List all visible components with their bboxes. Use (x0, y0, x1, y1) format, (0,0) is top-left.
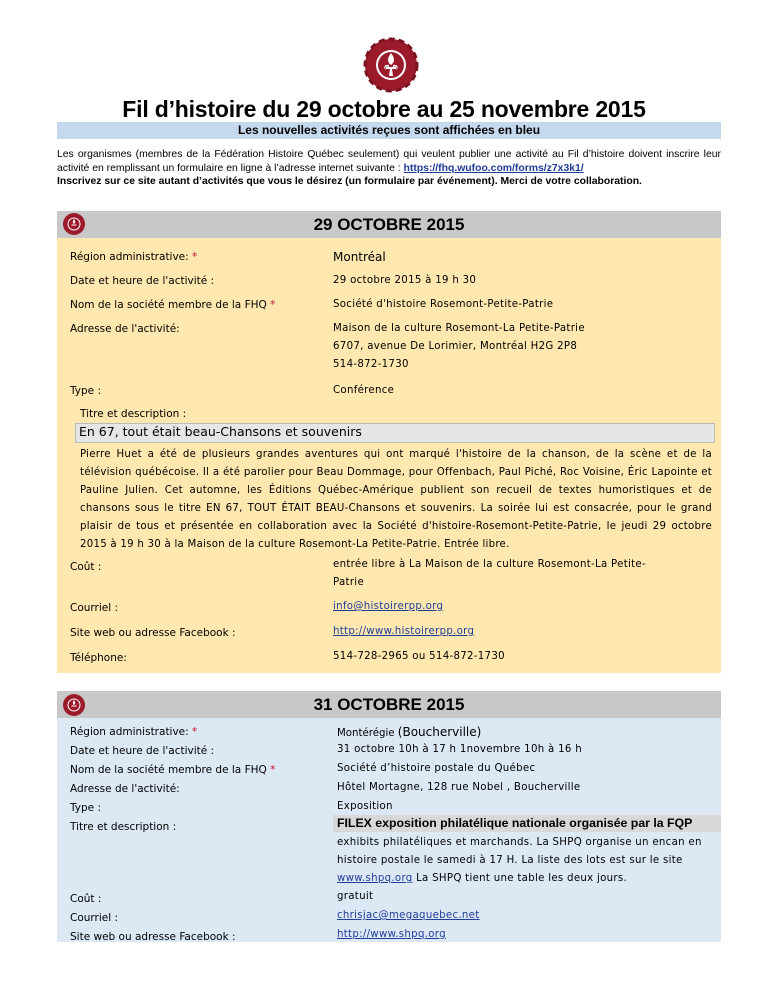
section-heading-29-octobre: 29 OCTOBRE 2015 (57, 211, 721, 239)
intro-text: Les organismes (membres de la Fédération Histoire Québec seulement) qui veulent publier une activité au Fil d’histoire doivent inscrire leur activité en remplissant un formulaire en ligne à l’adresse internet suivante : (57, 149, 721, 174)
value-type: Exposition (337, 801, 393, 812)
section-heading-31-octobre: 31 OCTOBRE 2015 (57, 691, 721, 719)
event-description: exhibits philatéliques et marchands. La SHPQ organise un encan en histoire postale le samedi à 17 H. La liste des lots est sur le site www.shpq.org La SHPQ tient une table les deux jours. (337, 837, 702, 884)
label-web: Site web ou adresse Facebook : (70, 931, 236, 943)
value-address: Hôtel Mortagne, 128 rue Nobel , Boucherville (337, 782, 581, 793)
value-society: Société d’histoire postale du Québec (337, 763, 536, 774)
label-society: Nom de la société membre de la FHQ * (70, 299, 276, 311)
label-title-description: Titre et description : (70, 821, 177, 833)
label-type: Type : (70, 802, 101, 814)
label-title-description: Titre et description : (80, 408, 187, 420)
value-cost: gratuit (337, 891, 374, 902)
label-cost: Coût : (70, 893, 102, 905)
event-title: En 67, tout était beau-Chansons et souvenirs (79, 424, 362, 439)
web-link[interactable]: http://www.histoirerpp.org (333, 626, 475, 637)
label-date: Date et heure de l'activité : (70, 745, 215, 757)
value-region: Montréal (333, 250, 386, 264)
label-cost: Coût : (70, 561, 102, 573)
label-phone: Téléphone: (70, 652, 127, 664)
email-link[interactable]: info@histoirerpp.org (333, 601, 444, 612)
label-web: Site web ou adresse Facebook : (70, 627, 236, 639)
fleur-de-lis-icon (62, 212, 86, 236)
value-type: Conférence (333, 385, 395, 396)
fleur-de-lis-icon (62, 693, 86, 717)
email-link[interactable]: chrisjac@megaquebec.net (337, 910, 480, 921)
web-link[interactable]: http://www.shpq.org (337, 929, 446, 940)
fhq-logo-icon (362, 36, 420, 94)
value-date: 29 octobre 2015 à 19 h 30 (333, 275, 477, 286)
label-date: Date et heure de l'activité : (70, 275, 215, 287)
label-address: Adresse de l'activité: (70, 783, 180, 795)
value-date: 31 octobre 10h à 17 h 1novembre 10h à 16 h (337, 744, 582, 755)
form-link[interactable]: https://fhq.wufoo.com/forms/z7x3k1/ (403, 162, 584, 174)
label-region: Région administrative: * (70, 726, 198, 738)
label-society: Nom de la société membre de la FHQ * (70, 764, 276, 776)
subtitle-bar: Les nouvelles activités reçues sont affichées en bleu (57, 122, 721, 139)
event-description: Pierre Huet a été de plusieurs grandes aventures qui ont marqué l'histoire de la chanson, de la scène et de la télévision québécoise. Il a été parolier pour Beau Dommage, pour Offenbach, Paul Piché, Roc Voisine, Éric Lapointe et Pauline Julien. Cet automne, les Éditions Québec-Amérique publient son recueil de textes humoristiques et de chansons sous le titre EN 67, TOUT ÉTAIT BEAU-Chansons et souvenirs. La soirée lui est consacrée, pour le grand plaisir de tous et présentée en collaboration avec la Société d'histoire-Rosemont-Petite-Patrie, le jeudi 29 octobre 2015 à 19 h 30 à la Maison de la culture Rosemont-La Petite-Patrie. Entrée libre. (80, 449, 712, 550)
shpq-link[interactable]: www.shpq.org (337, 873, 413, 884)
label-type: Type : (70, 385, 101, 397)
label-email: Courriel : (70, 602, 119, 614)
value-society: Société d'histoire Rosemont-Petite-Patrie (333, 299, 554, 310)
event-title: FILEX exposition philatélique nationale organisée par la FQP (337, 816, 693, 830)
value-address: Maison de la culture Rosemont-La Petite-Patrie 6707, avenue De Lorimier, Montréal H2G 2P8 514-872-1730 (333, 323, 585, 370)
label-email: Courriel : (70, 912, 119, 924)
label-address: Adresse de l'activité: (70, 323, 180, 335)
label-region: Région administrative: * (70, 251, 198, 263)
intro-paragraph (57, 148, 721, 189)
page-title: Fil d’histoire du 29 octobre au 25 novembre 2015 (122, 96, 646, 122)
value-phone: 514-728-2965 ou 514-872-1730 (333, 651, 505, 662)
intro-instructions: Inscrivez sur ce site autant d’activités que vous le désirez (un formulaire par événement). Merci de votre collaboration. (57, 176, 642, 188)
value-region: Montérégie (Boucherville) (337, 725, 482, 739)
value-cost: entrée libre à La Maison de la culture Rosemont-La Petite- Patrie (333, 559, 646, 588)
